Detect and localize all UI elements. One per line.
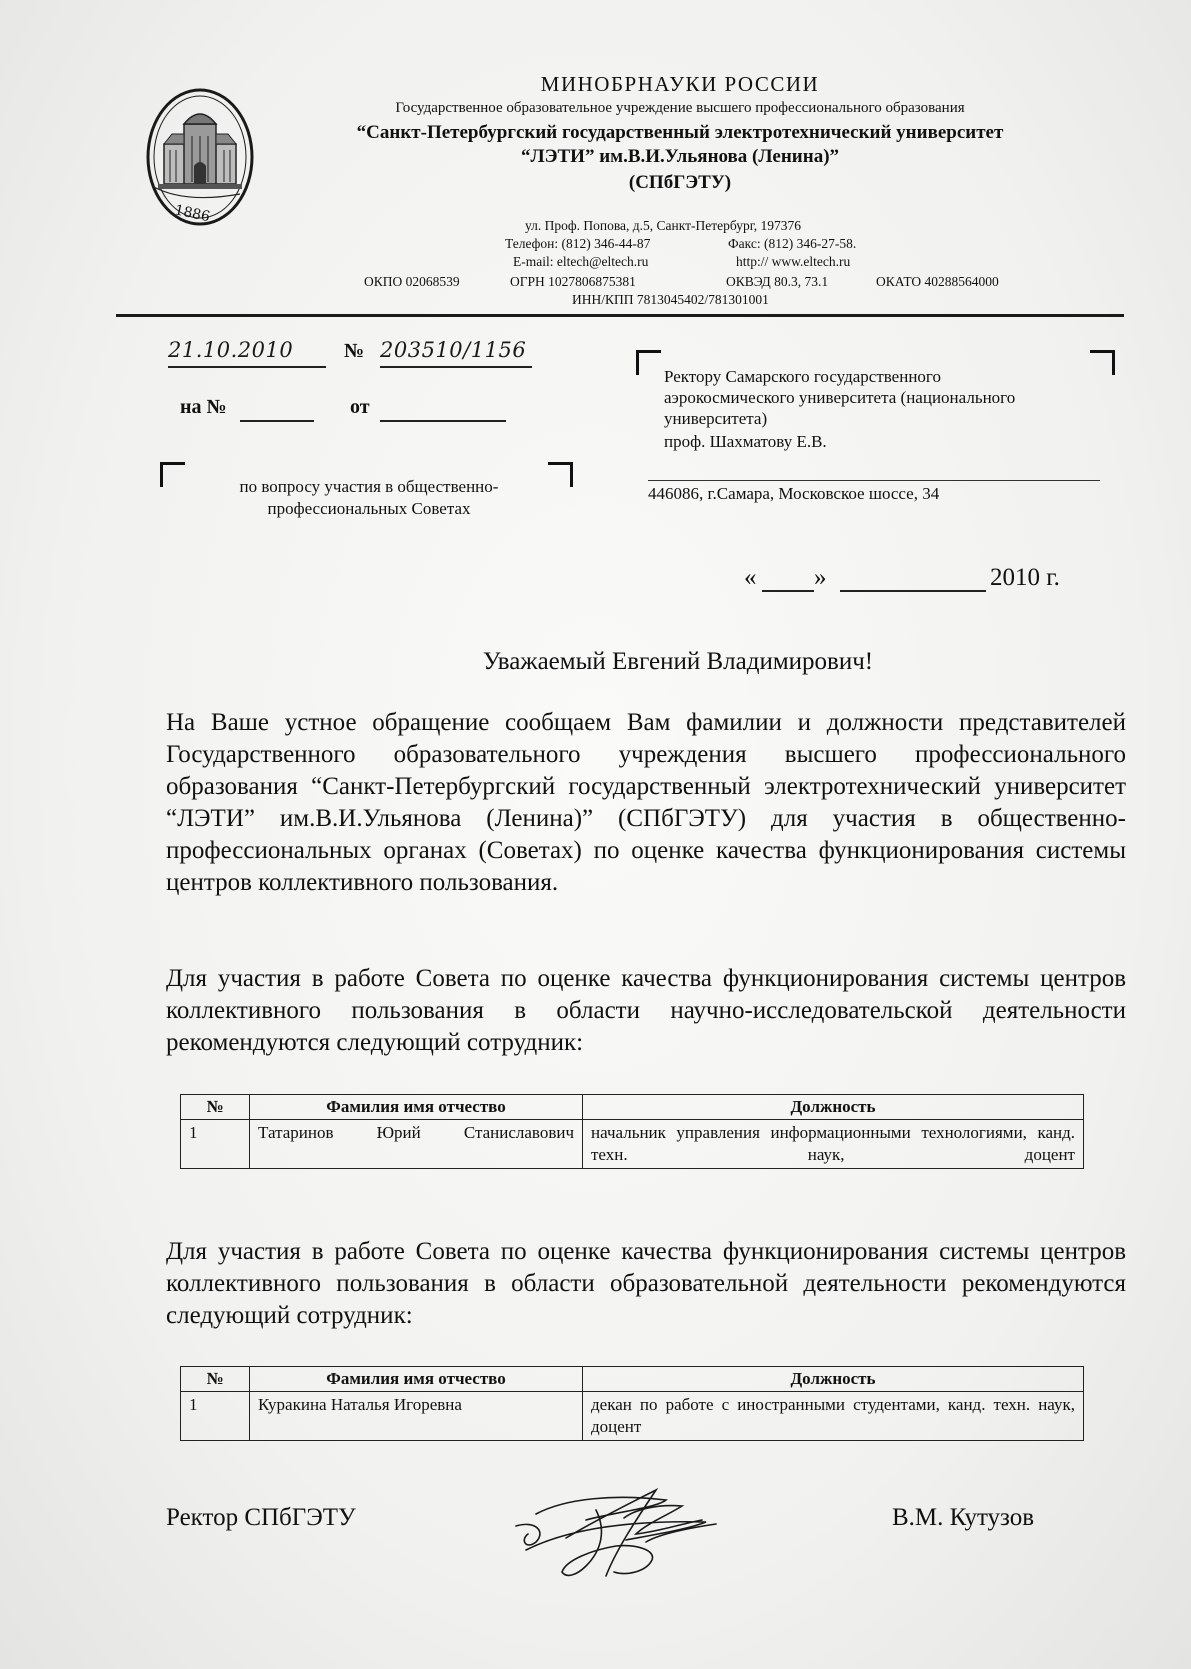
- number-label: №: [344, 340, 365, 362]
- svg-text:1886: 1886: [173, 202, 212, 226]
- signatory-title: Ректор СПбГЭТУ: [166, 1504, 356, 1531]
- employee-table-education: [180, 1366, 1084, 1441]
- university-logo-seal: [144, 86, 256, 228]
- letter-subject: по вопросу участия в общественно-профессиональных Советах: [239, 477, 499, 518]
- table-cell-num: 1: [181, 1120, 250, 1169]
- table-header-num: №: [181, 1367, 250, 1392]
- handwritten-signature: [506, 1480, 736, 1590]
- table-cell-name: Куракина Наталья Игоревна: [250, 1392, 583, 1441]
- outgoing-number: 203510/1156: [380, 338, 527, 362]
- recipient-block: [664, 366, 1015, 452]
- ogrn-code: ОГРН 1027806875381: [510, 274, 636, 289]
- university-fax: Факс: (812) 346-27-58.: [728, 236, 857, 251]
- table-header-name: Фамилия имя отчество: [250, 1095, 583, 1120]
- table-header-position: Должность: [583, 1095, 1084, 1120]
- table-header-row: [181, 1367, 1084, 1392]
- employee-table-research: [180, 1094, 1084, 1169]
- outgoing-date: 21.10.2010: [168, 338, 294, 362]
- table-row: [181, 1392, 1084, 1441]
- date-open-quote: «: [744, 564, 757, 591]
- subject-bracket-right: [548, 462, 573, 487]
- date-year: 2010 г.: [990, 564, 1060, 591]
- university-abbreviation: (СПбГЭТУ): [628, 172, 732, 193]
- recipient-bracket-left: [636, 350, 661, 375]
- signatory-name: В.М. Кутузов: [892, 1504, 1035, 1531]
- number-underline: [380, 366, 532, 368]
- table-cell-position: декан по работе с иностранными студентами, канд. техн. наук, доцент: [583, 1392, 1084, 1441]
- table-cell-name: Татаринов Юрий Станиславович: [250, 1120, 583, 1169]
- salutation: Уважаемый Евгений Владимирович!: [482, 648, 874, 675]
- okato-code: ОКАТО 40288564000: [876, 274, 999, 289]
- from-blank: [380, 420, 506, 422]
- table-header-row: [181, 1095, 1084, 1120]
- recipient-line1: Ректору Самарского государственного: [664, 367, 941, 386]
- date-underline: [168, 366, 326, 368]
- inn-kpp-code: ИНН/КПП 7813045402/781301001: [572, 292, 769, 307]
- table-header-num: №: [181, 1095, 250, 1120]
- subject-bracket-left: [160, 462, 185, 487]
- recipient-bracket-right: [1090, 350, 1115, 375]
- university-address: ул. Проф. Попова, д.5, Санкт-Петербург, 197376: [525, 218, 802, 233]
- from-label: от: [350, 396, 370, 418]
- paragraph-1: На Ваше устное обращение сообщаем Вам фамилии и должности представителей Государственного образовательного учреждения высшего профессионального образования “Санкт-Петербургский государственный электротехнический университет “ЛЭТИ” им.В.И.Ульянова (Ленина)” (СПбГЭТУ) для участия в общественно-профессиональных органах (Советах) по оценке качества функционирования системы центров коллективного пользования.: [166, 709, 1126, 896]
- table-header-position: Должность: [583, 1367, 1084, 1392]
- table-cell-position: начальник управления информационными технологиями, канд. техн. наук, доцент: [583, 1120, 1084, 1169]
- paragraph-3: Для участия в работе Совета по оценке качества функционирования системы центров коллективного пользования в области образовательной деятельности рекомендуются следующий сотрудник:: [166, 1238, 1126, 1329]
- recipient-underline: [648, 480, 1100, 481]
- recipient-line4: проф. Шахматову Е.В.: [664, 432, 827, 451]
- table-cell-num: 1: [181, 1392, 250, 1441]
- university-phone: Телефон: (812) 346-44-87: [505, 236, 651, 251]
- reply-to-blank: [240, 420, 314, 422]
- institution-type: Государственное образовательное учреждение высшего профессионального образования: [395, 100, 965, 116]
- ministry-name: МИНОБРНАУКИ РОССИИ: [540, 72, 820, 96]
- okved-code: ОКВЭД 80.3, 73.1: [726, 274, 829, 289]
- paragraph-2: Для участия в работе Совета по оценке качества функционирования системы центров коллективного пользования в области научно-исследовательской деятельности рекомендуются следующий сотрудник:: [166, 965, 1126, 1056]
- table-row: [181, 1120, 1084, 1169]
- date-day-blank: [762, 590, 814, 592]
- recipient-line2: аэрокосмического университета (национального: [664, 388, 1016, 407]
- reply-to-label: на №: [180, 396, 227, 418]
- okpo-code: ОКПО 02068539: [364, 274, 460, 289]
- university-name-line2: “ЛЭТИ” им.В.И.Ульянова (Ленина)”: [520, 146, 840, 167]
- header-divider: [116, 314, 1124, 317]
- date-month-blank: [840, 590, 986, 592]
- university-email: E-mail: eltech@eltech.ru: [513, 254, 649, 269]
- recipient-address: 446086, г.Самара, Московское шоссе, 34: [648, 484, 940, 503]
- university-name-line1: “Санкт-Петербургский государственный электротехнический университет: [356, 122, 1004, 143]
- table-header-name: Фамилия имя отчество: [250, 1367, 583, 1392]
- recipient-line3: университета): [664, 409, 768, 428]
- university-website: http:// www.eltech.ru: [736, 254, 851, 269]
- date-close-quote: »: [814, 564, 827, 591]
